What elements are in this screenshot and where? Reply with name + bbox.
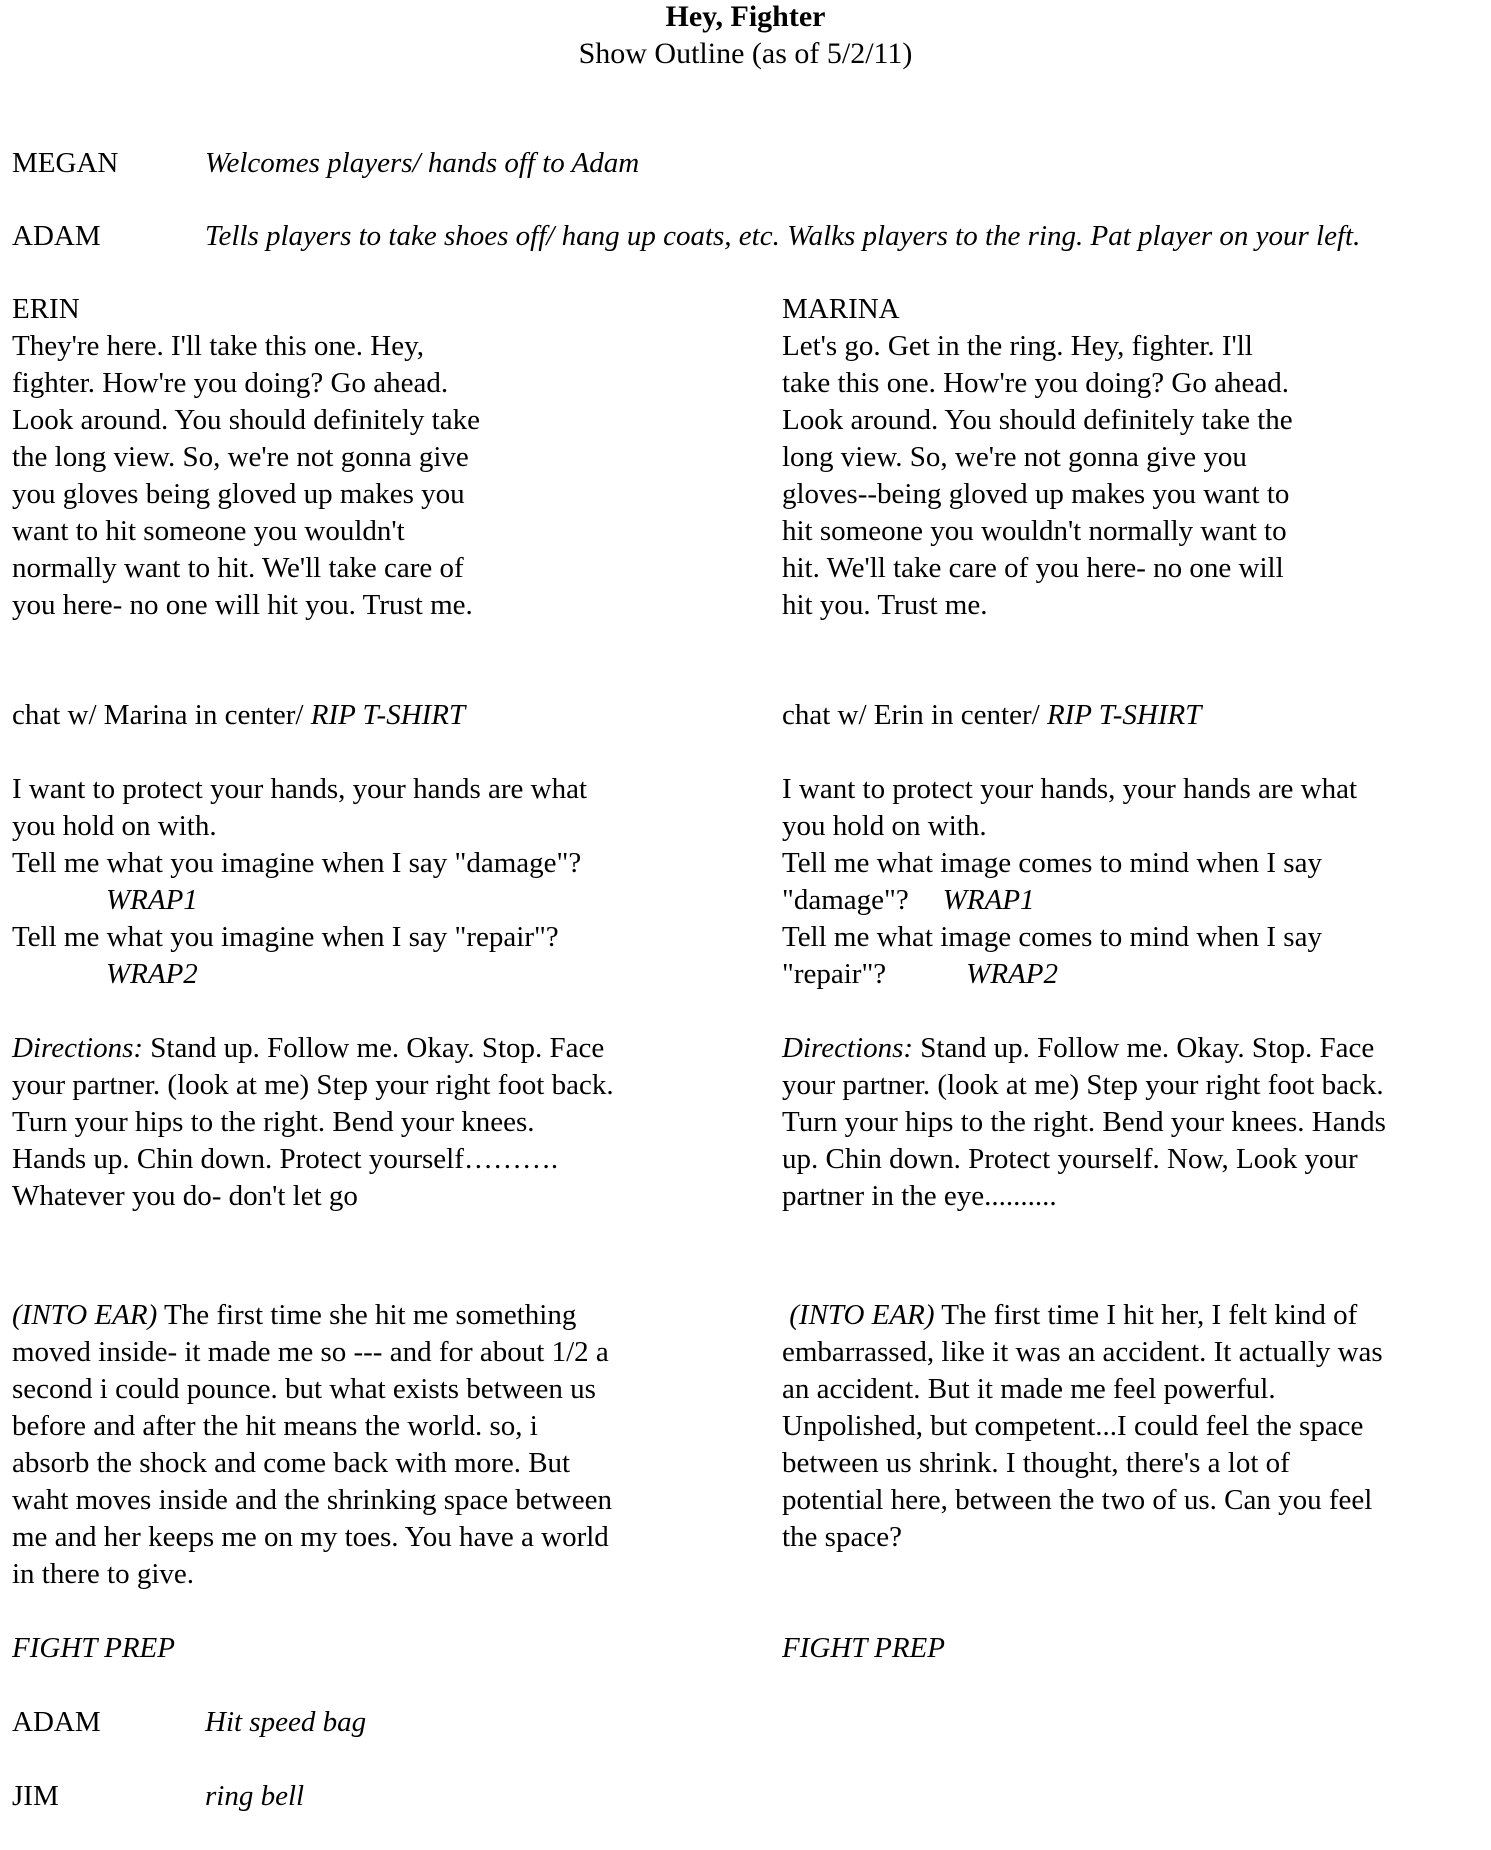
blank-line (12, 1593, 612, 1630)
character-name: JIM (12, 1780, 59, 1812)
ear-line: the space? (782, 1521, 902, 1553)
directions-line: your partner. (look at me) Step your right foot back. (12, 1069, 614, 1101)
speech-line: hit you. Trust me. (782, 589, 988, 621)
directions-line (12, 1030, 614, 1067)
stage-direction: ring bell (205, 1780, 305, 1812)
directions-line: Hands up. Chin down. Protect yourself………. (12, 1143, 559, 1175)
erin-beat-2 (12, 697, 614, 1215)
fight-prep-cue: FIGHT PREP (782, 1632, 945, 1664)
directions-line: Turn your hips to the right. Bend your knees. Hands (782, 1106, 1386, 1138)
character-name: MEGAN (12, 147, 119, 179)
blank-line (782, 734, 1386, 771)
ear-line (782, 1297, 1383, 1334)
directions-line: Turn your hips to the right. Bend your knees. (12, 1106, 535, 1138)
stage-direction: Tells players to take shoes off/ hang up coats, etc. Walks players to the ring. Pat player on your left. (205, 220, 1361, 252)
character-name: ADAM (12, 1706, 101, 1738)
wrap-cue: WRAP1 (106, 884, 198, 916)
erin-beat-3 (12, 1297, 612, 1667)
speech-line: you hold on with. (782, 810, 987, 842)
ear-line: Unpolished, but competent...I could feel the space (782, 1410, 1364, 1442)
speech-line: take this one. How're you doing? Go ahead. (782, 367, 1289, 399)
erin-column (12, 291, 480, 624)
character-name: ADAM (12, 220, 101, 252)
chat-text: chat w/ Erin in center/ (782, 699, 1047, 731)
speech-line: I want to protect your hands, your hands are what (12, 773, 588, 805)
ear-line: moved inside- it made me so --- and for about 1/2 a (12, 1336, 609, 1368)
question-text: "damage"? (782, 884, 909, 916)
blank-line (12, 734, 614, 771)
ear-line: waht moves inside and the shrinking space between (12, 1484, 612, 1516)
cue: RIP T-SHIRT (1046, 699, 1202, 731)
question-line: Tell me what you imagine when I say "damage"? (12, 847, 582, 879)
ear-line: in there to give. (12, 1558, 195, 1590)
question-text: "repair"? (782, 958, 887, 990)
ear-line: me and her keeps me on my toes. You have a world (12, 1521, 609, 1553)
speech-line: gloves--being gloved up makes you want to (782, 478, 1290, 510)
fight-prep-cue: FIGHT PREP (12, 1632, 175, 1664)
ear-line: embarrassed, like it was an accident. It actually was (782, 1336, 1383, 1368)
speech-line: Look around. You should definitely take the (782, 404, 1293, 436)
speech-line: you gloves being gloved up makes you (12, 478, 465, 510)
speech-line: They're here. I'll take this one. Hey, (12, 330, 424, 362)
document-title: Hey, Fighter (665, 0, 826, 33)
question-line: Tell me what image comes to mind when I say (782, 921, 1322, 953)
blank-line (782, 1593, 1383, 1630)
blank-line (12, 993, 614, 1030)
speech-line: Tell me what image comes to mind when I say (782, 847, 1322, 879)
marina-column (782, 291, 1293, 624)
document-subtitle: Show Outline (as of 5/2/11) (578, 37, 913, 70)
marina-beat-3 (782, 1297, 1383, 1667)
blank-line (782, 1556, 1383, 1593)
blank-line (782, 993, 1386, 1030)
question-line (782, 882, 1386, 919)
chat-line (12, 697, 614, 734)
question-line: Tell me what you imagine when I say "repair"? (12, 921, 559, 953)
character-name-marina: MARINA (782, 293, 900, 325)
chat-line (782, 697, 1386, 734)
directions-line: up. Chin down. Protect yourself. Now, Look your (782, 1143, 1358, 1175)
ear-label: (INTO EAR) (12, 1299, 158, 1331)
speech-line: you here- no one will hit you. Trust me. (12, 589, 473, 621)
speech-line: you hold on with. (12, 810, 217, 842)
wrap-cue: WRAP2 (106, 958, 198, 990)
speech-line: the long view. So, we're not gonna give (12, 441, 469, 473)
ear-line: between us shrink. I thought, there's a lot of (782, 1447, 1290, 1479)
speech-line: Look around. You should definitely take (12, 404, 480, 436)
chat-text: chat w/ Marina in center/ (12, 699, 311, 731)
wrap-cue: WRAP2 (966, 958, 1058, 990)
directions-label: Directions: (12, 1032, 144, 1064)
speech-line: long view. So, we're not gonna give you (782, 441, 1247, 473)
marina-beat-2 (782, 697, 1386, 1215)
ear-line (12, 1297, 612, 1334)
directions-label: Directions: (782, 1032, 914, 1064)
cue: RIP T-SHIRT (310, 699, 466, 731)
speech-line: Let's go. Get in the ring. Hey, fighter. I'll (782, 330, 1253, 362)
ear-line: before and after the hit means the world. so, i (12, 1410, 538, 1442)
ear-line: an accident. But it made me feel powerful. (782, 1373, 1276, 1405)
ear-line: potential here, between the two of us. Can you feel (782, 1484, 1373, 1516)
directions-text: Stand up. Follow me. Okay. Stop. Face (913, 1032, 1375, 1064)
directions-line: partner in the eye.......... (782, 1180, 1057, 1212)
ear-text: The first time she hit me something (157, 1299, 577, 1331)
speech-line: normally want to hit. We'll take care of (12, 552, 464, 584)
directions-line: your partner. (look at me) Step your right foot back. (782, 1069, 1384, 1101)
speech-line: hit. We'll take care of you here- no one will (782, 552, 1284, 584)
character-name-erin: ERIN (12, 293, 80, 325)
ear-label: (INTO EAR) (789, 1299, 935, 1331)
wrap-cue: WRAP1 (942, 884, 1035, 916)
ear-line: second i could pounce. but what exists between us (12, 1373, 596, 1405)
directions-text: Stand up. Follow me. Okay. Stop. Face (143, 1032, 605, 1064)
stage-direction: Hit speed bag (205, 1706, 367, 1738)
speech-line: hit someone you wouldn't normally want to (782, 515, 1287, 547)
stage-direction: Welcomes players/ hands off to Adam (205, 147, 640, 179)
ear-line: absorb the shock and come back with more. But (12, 1447, 571, 1479)
question-line (782, 956, 1386, 993)
speech-line: I want to protect your hands, your hands are what (782, 773, 1358, 805)
speech-line: want to hit someone you wouldn't (12, 515, 405, 547)
ear-text: The first time I hit her, I felt kind of (934, 1299, 1358, 1331)
speech-line: fighter. How're you doing? Go ahead. (12, 367, 449, 399)
directions-line (782, 1030, 1386, 1067)
directions-line: Whatever you do- don't let go (12, 1180, 358, 1212)
